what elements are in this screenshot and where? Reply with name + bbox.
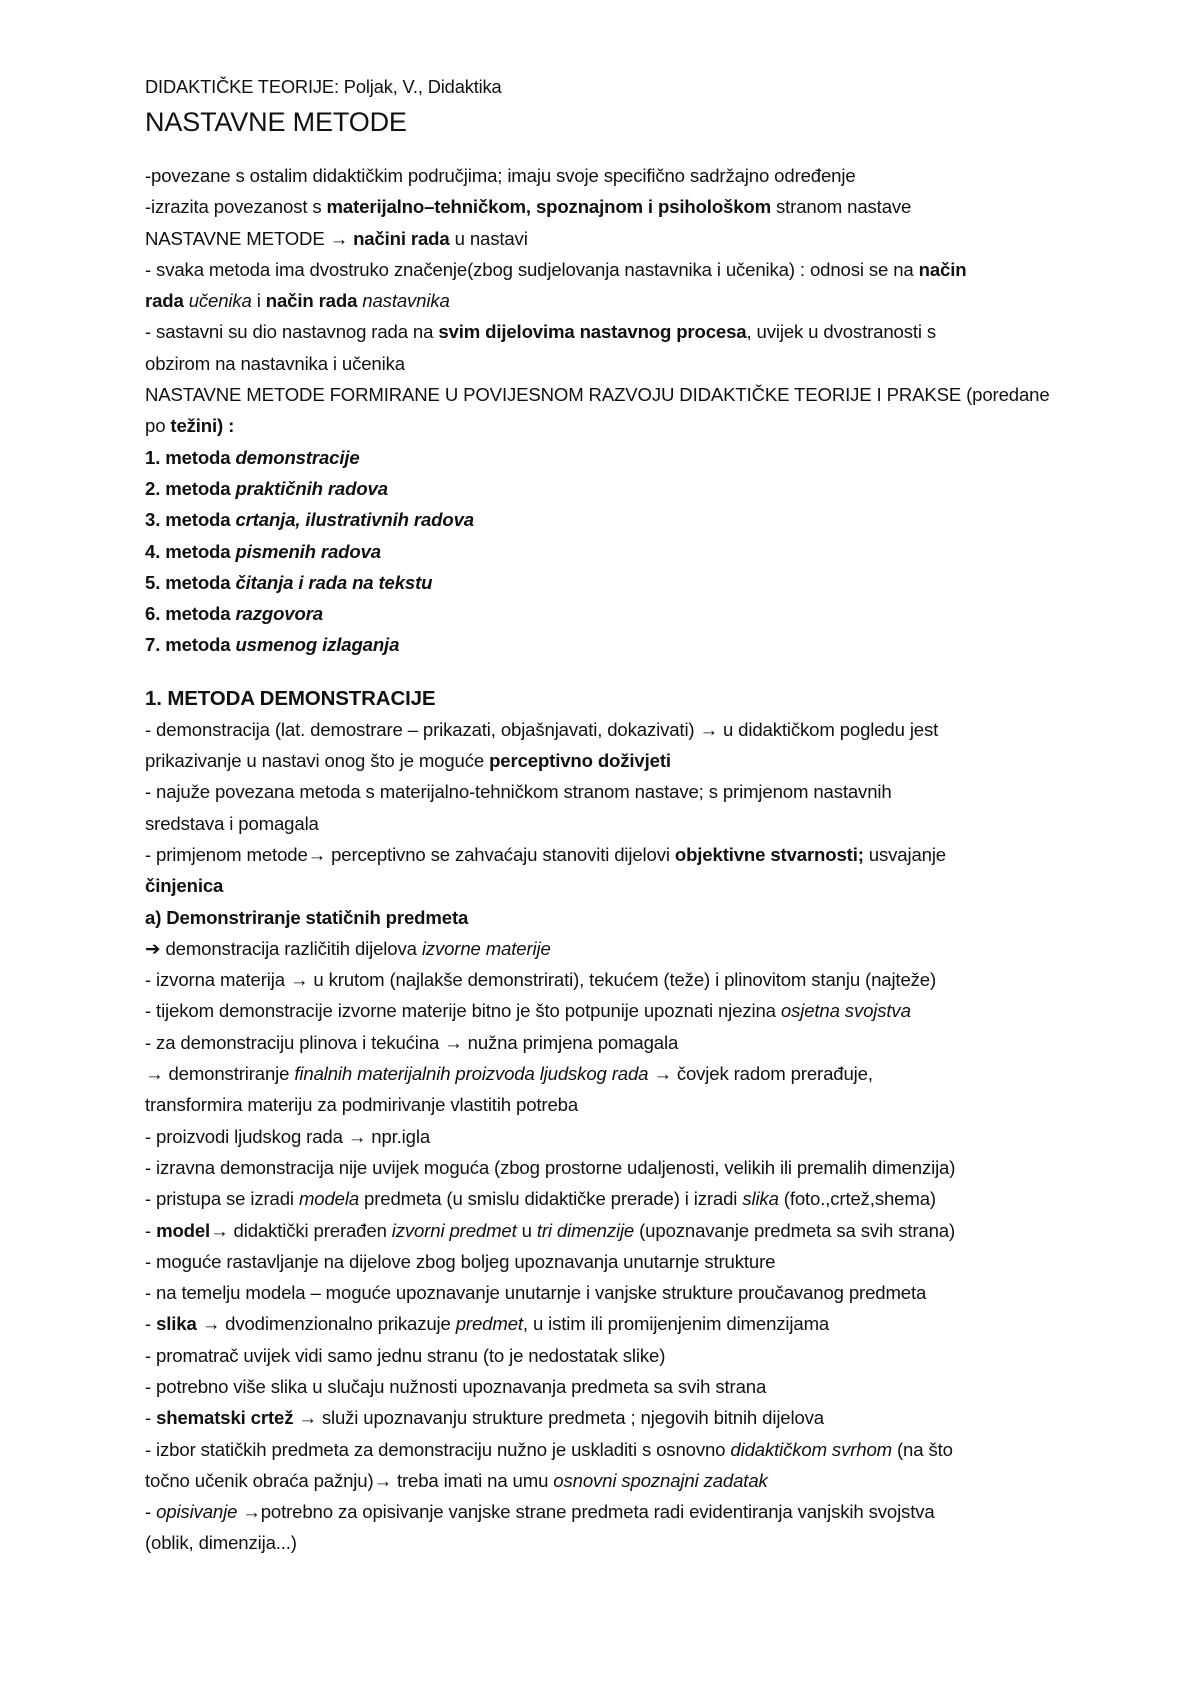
text-line [145, 870, 1085, 901]
text-run: → demonstriranje [145, 1063, 295, 1085]
text-run: modela [298, 1188, 360, 1210]
text-run: svim dijelovima nastavnog procesa [438, 321, 747, 343]
text-run: 6. metoda [145, 603, 236, 625]
text-line [145, 839, 1085, 870]
text-line [145, 1434, 1085, 1465]
text-line [145, 473, 1085, 504]
text-line [145, 410, 1085, 441]
text-run: rada [145, 290, 189, 312]
text-line [145, 1246, 1085, 1277]
text-run: slika [156, 1313, 197, 1335]
text-line [145, 254, 1085, 285]
text-run: usvajanje [863, 843, 946, 865]
text-line [145, 995, 1085, 1026]
text-run: po [145, 415, 171, 437]
text-line [145, 1496, 1085, 1527]
text-run: prikazivanje u nastavi onog što je moguće [145, 750, 490, 772]
text-line [145, 285, 1085, 316]
text-line [145, 933, 1085, 964]
text-run: demonstracija različitih dijelova [160, 937, 422, 959]
text-line [145, 964, 1085, 995]
text-run: (upoznavanje predmeta sa svih strana) [634, 1219, 956, 1241]
text-run: - izravna demonstracija nije uvijek moguća (zbog prostorne udaljenosti, velikih ili premalih dimenzija) [145, 1156, 956, 1178]
text-run: tri dimenzije [536, 1219, 635, 1241]
text-run: a) Demonstriranje statičnih predmeta [145, 906, 469, 928]
text-run: - izvorna materija → u krutom (najlakše demonstrirati), tekućem (teže) i plinovitom stanju (najteže) [145, 969, 937, 991]
text-line [145, 629, 1085, 660]
text-run: - tijekom demonstracije izvorne materije bitno je što potpunije upoznati njezina [145, 1000, 781, 1022]
text-run: praktičnih radova [235, 477, 388, 499]
text-line [145, 348, 1085, 379]
text-run: pismenih radova [235, 540, 381, 562]
text-run: u nastavi [449, 227, 528, 249]
page-title: NASTAVNE METODE [145, 107, 407, 137]
text-line [145, 1183, 1085, 1214]
text-run: - [145, 1219, 157, 1241]
text-run: načini rada [353, 227, 450, 249]
text-run: - promatrač uvijek vidi samo jednu stranu (to je nedostatak slike) [145, 1344, 666, 1366]
document-page [145, 72, 1085, 1559]
text-run: - svaka metoda ima dvostruko značenje(zbog sudjelovanja nastavnika i učenika) : odnosi se na [145, 258, 919, 280]
text-line [145, 598, 1085, 629]
text-run: i [251, 290, 266, 312]
text-run: → dvodimenzionalno prikazuje [196, 1313, 456, 1335]
text-run: NASTAVNE METODE → [145, 227, 354, 249]
text-line [145, 1152, 1085, 1183]
text-run: → čovjek radom prerađuje, [648, 1063, 873, 1085]
text-run: nastavnika [362, 290, 450, 312]
text-run: - na temelju modela – moguće upoznavanje unutarnje i vanjske strukture proučavanog predmeta [145, 1282, 927, 1304]
text-line [145, 316, 1085, 347]
text-run: (oblik, dimenzija...) [145, 1532, 297, 1554]
text-line [145, 1527, 1085, 1558]
text-run: (foto.,crtež,shema) [778, 1188, 936, 1210]
text-run: →potrebno za opisivanje vanjske strane predmeta radi evidentiranja vanjskih svojstva [237, 1501, 935, 1523]
intro-text [145, 160, 1085, 661]
text-run: -povezane s ostalim didaktičkim područjima; imaju svoje specifično sadržajno određenje [145, 165, 856, 186]
text-run: u [516, 1219, 537, 1241]
text-run: (na što [891, 1438, 953, 1460]
text-run: , uvijek u dvostranosti s [746, 321, 937, 343]
text-line [145, 536, 1085, 567]
text-line [145, 1402, 1085, 1433]
text-line [145, 1465, 1085, 1496]
text-run: učenika [188, 290, 252, 312]
text-run: model [156, 1219, 211, 1241]
text-run: 1. metoda [145, 446, 236, 468]
text-line [145, 1058, 1085, 1089]
text-run: NASTAVNE METODE FORMIRANE U POVIJESNOM RAZVOJU DIDAKTIČKE TEORIJE I PRAKSE (poredane [145, 384, 1050, 406]
text-line [145, 1121, 1085, 1152]
text-line [145, 1027, 1085, 1058]
text-run: - izbor statičkih predmeta za demonstraciju nužno je uskladiti s osnovno [145, 1438, 731, 1460]
text-run: 7. metoda [145, 634, 236, 656]
text-run: način [918, 258, 967, 280]
text-run: čitanja i rada na tekstu [235, 571, 433, 593]
section-title [145, 683, 1085, 714]
section-text [145, 714, 1085, 1559]
text-run: - potrebno više slika u slučaju nužnosti upoznavanja predmeta sa svih strana [145, 1375, 767, 1397]
text-run: usmenog izlaganja [235, 634, 400, 656]
text-run: shematski crtež [156, 1407, 294, 1429]
text-line [145, 1089, 1085, 1120]
text-line [145, 714, 1085, 745]
text-line [145, 504, 1085, 535]
text-run: - pristupa se izradi [145, 1188, 299, 1210]
text-run: opisivanje [156, 1501, 238, 1523]
text-line [145, 191, 1085, 222]
text-line [145, 1371, 1085, 1402]
text-line [145, 1340, 1085, 1371]
text-line [145, 776, 1085, 807]
text-run: perceptivno doživjeti [489, 750, 671, 772]
text-run: 5. metoda [145, 571, 236, 593]
text-run: ➔ [145, 937, 161, 959]
text-line [145, 808, 1085, 839]
text-run: osjetna svojstva [780, 1000, 911, 1022]
text-run: način rada [265, 290, 363, 312]
text-run: stranom nastave [771, 196, 912, 218]
text-run: - moguće rastavljanje na dijelove zbog boljeg upoznavanja unutarnje strukture [145, 1250, 776, 1272]
text-run: didaktičkom svrhom [730, 1438, 892, 1460]
document-header: DIDAKTIČKE TEORIJE: Poljak, V., Didaktika [145, 76, 502, 97]
text-line [145, 442, 1085, 473]
text-run: osnovni spoznajni zadatak [553, 1469, 768, 1491]
text-run: 3. metoda [145, 509, 236, 531]
text-run: predmeta (u smislu didaktičke prerade) i izradi [359, 1188, 743, 1210]
text-run: crtanja, ilustrativnih radova [235, 509, 474, 531]
text-run: izvorni predmet [391, 1219, 517, 1241]
text-run: 4. metoda [145, 540, 236, 562]
text-line [145, 223, 1085, 254]
text-run: objektivne stvarnosti; [674, 843, 864, 865]
text-line [145, 1308, 1085, 1339]
text-run: predmet [455, 1313, 523, 1335]
text-run: razgovora [235, 603, 323, 625]
text-run: - primjenom metode→ perceptivno se zahvaćaju stanoviti dijelovi [145, 843, 675, 865]
text-run: - demonstracija (lat. demostrare – prikazati, objašnjavati, dokazivati) → u didaktičkom pogledu jest [145, 718, 939, 740]
text-run: materijalno–tehničkom, spoznajnom i psihološkom [326, 196, 771, 218]
text-run: - sastavni su dio nastavnog rada na [145, 321, 439, 343]
text-run: -izrazita povezanost s [145, 196, 327, 218]
text-line [145, 745, 1085, 776]
text-run: finalnih materijalnih proizvoda ljudskog rada [294, 1063, 649, 1085]
text-run: demonstracije [235, 446, 360, 468]
text-run: 2. metoda [145, 477, 236, 499]
text-run: → didaktički prerađen [210, 1219, 392, 1241]
text-run: , u istim ili promijenjenim dimenzijama [522, 1313, 830, 1335]
text-line [145, 1215, 1085, 1246]
text-line [145, 379, 1085, 410]
text-run: - [145, 1313, 157, 1335]
text-run: → služi upoznavanju strukture predmeta ; njegovih bitnih dijelova [293, 1407, 824, 1429]
text-run: transformira materiju za podmirivanje vlastitih potreba [145, 1094, 579, 1116]
text-run: - [145, 1407, 157, 1429]
text-line [145, 567, 1085, 598]
text-run: obzirom na nastavnika i učenika [145, 352, 405, 374]
text-line [145, 160, 1085, 191]
text-line [145, 1277, 1085, 1308]
section-title-text: 1. METODA DEMONSTRACIJE [145, 686, 436, 710]
text-run: - za demonstraciju plinova i tekućina → nužna primjena pomagala [145, 1031, 679, 1053]
text-run: - najuže povezana metoda s materijalno-tehničkom stranom nastave; s primjenom nastavnih [145, 781, 892, 803]
text-run: izvorne materije [421, 937, 551, 959]
text-line [145, 902, 1085, 933]
text-run: točno učenik obraća pažnju)→ treba imati na umu [145, 1469, 554, 1491]
text-run: - proizvodi ljudskog rada → npr.igla [145, 1125, 431, 1147]
text-run: slika [742, 1188, 779, 1210]
text-run: sredstava i pomagala [145, 812, 319, 834]
text-run: - [145, 1501, 157, 1523]
text-run: činjenica [145, 875, 224, 897]
text-run: težini) : [170, 415, 235, 437]
